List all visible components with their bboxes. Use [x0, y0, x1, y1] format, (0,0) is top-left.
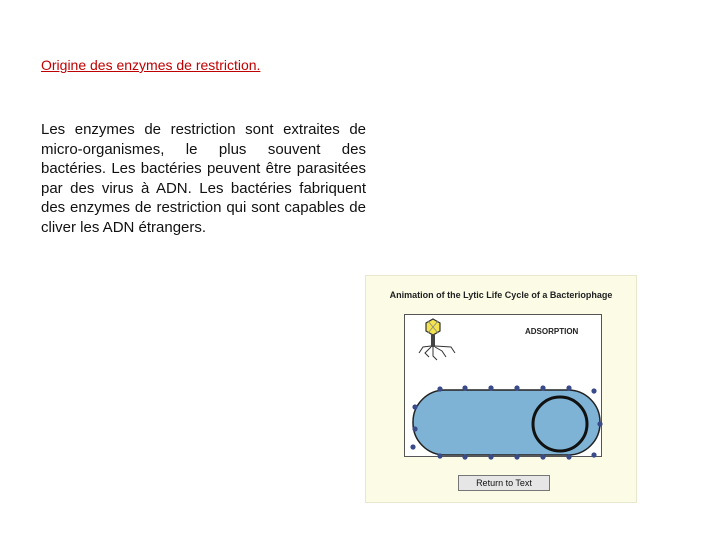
bacteriophage-icon [419, 319, 455, 360]
phage-tail-fibers [419, 346, 455, 360]
phage-tail [431, 335, 435, 347]
animation-title: Animation of the Lytic Life Cycle of a Bacteriophage [389, 290, 613, 300]
lytic-cycle-animation [365, 275, 637, 503]
animation-scene [367, 277, 639, 505]
slide-paragraph: Les enzymes de restriction sont extraites de micro-organismes, le plus souvent des bactéries. Les bactéries peuvent être parasitées par des virus à ADN. Les bactéries fabriquent des enzymes de restriction qui sont capables de cliver les ADN étrangers. [41, 121, 366, 236]
animation-viewport [404, 314, 602, 457]
stage-label: ADSORPTION [525, 327, 579, 336]
slide-title: Origine des enzymes de restriction. [41, 57, 261, 73]
bacterium [410, 385, 602, 459]
return-to-text-button[interactable]: Return to Text [458, 475, 550, 491]
